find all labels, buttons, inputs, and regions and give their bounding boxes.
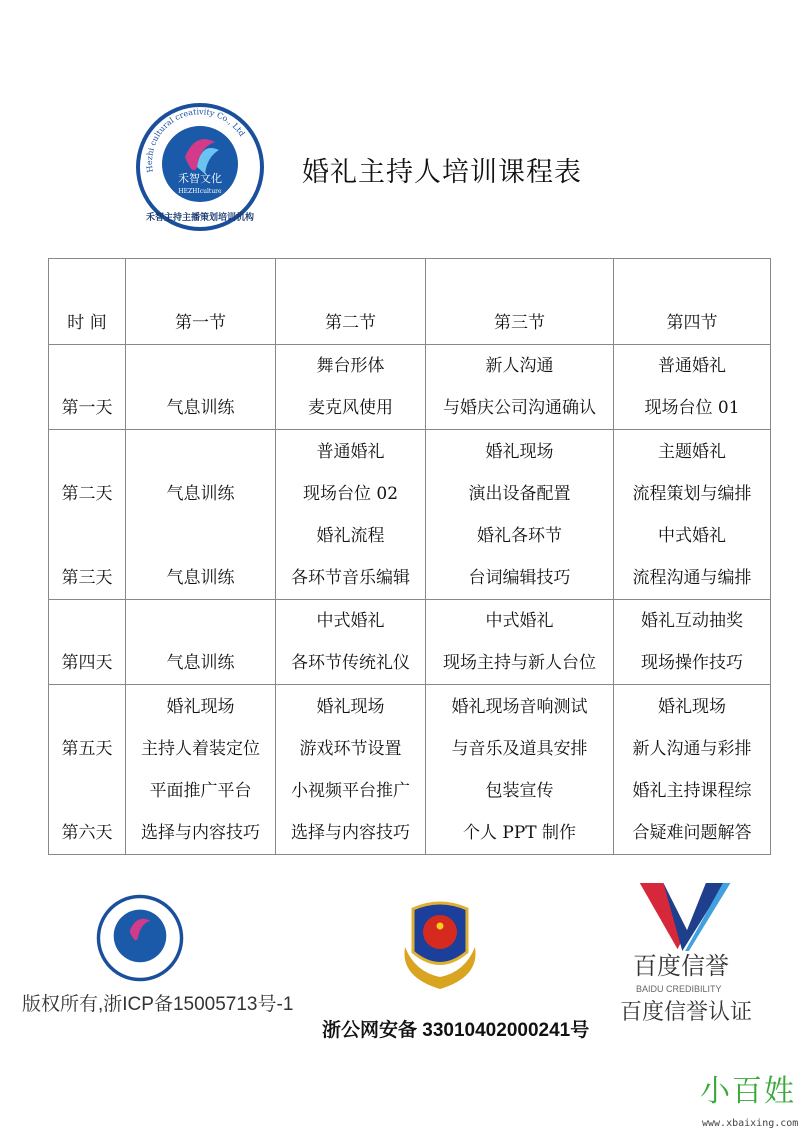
header-cell: 第三节 (426, 259, 614, 345)
session-line: 演出设备配置 (468, 483, 571, 504)
baidu-caption: 百度信誉认证 (620, 999, 753, 1024)
baidu-credibility-logo (637, 883, 737, 951)
logo-name-cn: 禾智文化 (178, 172, 222, 185)
session-line: 新人沟通与彩排 (632, 738, 752, 759)
session-line: 与婚庆公司沟通确认 (443, 398, 596, 418)
session-line: 各环节音乐编辑 (291, 568, 410, 588)
session-cell (126, 770, 276, 855)
session-cell (614, 430, 771, 515)
session-line: 气息训练 (166, 568, 235, 588)
header-cell: 时 间 (49, 259, 126, 345)
session-line: 婚礼现场 (316, 696, 385, 717)
session-line: 中式婚礼 (658, 526, 726, 546)
session-line: 婚礼现场音响测试 (451, 696, 588, 717)
session-line: 现场台位 01 (644, 398, 740, 418)
session-line: 各环节传统礼仪 (291, 653, 410, 673)
session-line (126, 515, 275, 557)
baidu-logo-en: BAIDU CREDIBILITY (636, 984, 722, 994)
session-line: 婚礼主持课程综 (632, 781, 752, 801)
session-line: 与音乐及道具安排 (451, 738, 588, 759)
watermark-url: www.xbaixing.com (702, 1118, 799, 1129)
day-label: 第三天 (61, 568, 113, 588)
day-label: 第六天 (61, 823, 113, 843)
day-cell (49, 345, 126, 430)
header-cell: 第四节 (614, 259, 771, 345)
session-cell (276, 430, 426, 515)
session-line: 包装宣传 (485, 781, 554, 801)
session-line: 小视频平台推广 (291, 781, 410, 801)
day-label: 第四天 (61, 653, 113, 673)
logo-ring-text: Hezhi cultural creativity Co., Ltd (144, 107, 247, 174)
table-row (49, 345, 771, 430)
session-line (126, 600, 275, 642)
session-line: 气息训练 (166, 653, 235, 673)
police-record: 浙公网安备 33010402000241号 (322, 1020, 590, 1041)
table-row (49, 430, 771, 515)
session-line: 个人 PPT 制作 (462, 823, 577, 843)
session-line: 合疑难问题解答 (632, 823, 752, 843)
session-line: 舞台形体 (316, 356, 385, 376)
session-line: 流程策划与编排 (632, 483, 752, 504)
header-cell: 第二节 (276, 259, 426, 345)
session-cell (426, 600, 614, 685)
session-cell (276, 345, 426, 430)
session-line: 麦克风使用 (308, 398, 393, 418)
session-line: 婚礼各环节 (477, 526, 562, 546)
session-line: 中式婚礼 (485, 611, 554, 631)
session-cell (614, 345, 771, 430)
session-cell (126, 685, 276, 770)
table-row (49, 600, 771, 685)
session-cell (426, 515, 614, 600)
table-row (49, 770, 771, 855)
day-cell (49, 600, 126, 685)
copyright-icp: 版权所有,浙ICP备15005713号-1 (22, 994, 294, 1015)
footer-logo (92, 893, 188, 987)
session-line: 主持人着装定位 (141, 738, 260, 759)
session-cell (614, 685, 771, 770)
day-label: 第五天 (61, 738, 113, 759)
session-line: 气息训练 (166, 398, 235, 418)
session-line: 游戏环节设置 (299, 738, 402, 759)
session-cell (426, 770, 614, 855)
session-line: 主题婚礼 (658, 441, 726, 462)
session-cell (426, 345, 614, 430)
logo-bottom-text: 禾智主持主播策划培训机构 (145, 213, 255, 223)
day-label: 第一天 (61, 398, 113, 418)
session-line: 普通婚礼 (658, 356, 726, 376)
session-line: 婚礼流程 (316, 526, 385, 546)
session-cell (126, 345, 276, 430)
session-line: 平面推广平台 (149, 781, 252, 801)
session-cell (614, 600, 771, 685)
session-line: 选择与内容技巧 (291, 823, 410, 843)
session-line (126, 345, 275, 387)
session-line: 新人沟通 (485, 356, 554, 376)
baidu-logo-cn: 百度信誉 (633, 953, 729, 980)
page-title: 婚礼主持人培训课程表 (302, 157, 582, 188)
session-line: 普通婚礼 (316, 441, 385, 462)
session-cell (126, 600, 276, 685)
session-line: 婚礼现场 (658, 696, 726, 717)
day-cell (49, 770, 126, 855)
session-line: 婚礼现场 (166, 696, 235, 717)
session-line: 现场台位 02 (302, 483, 399, 504)
session-cell (126, 515, 276, 600)
session-line: 气息训练 (166, 483, 235, 504)
session-line: 婚礼现场 (485, 441, 554, 462)
session-line: 现场主持与新人台位 (443, 653, 596, 673)
session-line: 选择与内容技巧 (141, 823, 260, 843)
session-cell (276, 600, 426, 685)
day-label: 第二天 (61, 483, 113, 504)
day-cell (49, 515, 126, 600)
session-cell (276, 685, 426, 770)
table-row (49, 685, 771, 770)
session-cell (426, 430, 614, 515)
table-header-row (49, 259, 771, 345)
session-cell (276, 515, 426, 600)
schedule-table (48, 258, 771, 855)
session-line: 婚礼互动抽奖 (641, 611, 743, 631)
session-cell (614, 515, 771, 600)
session-line: 中式婚礼 (316, 611, 385, 631)
session-line: 现场操作技巧 (641, 653, 743, 673)
session-line: 台词编辑技巧 (468, 568, 571, 588)
day-cell (49, 685, 126, 770)
session-cell (426, 685, 614, 770)
session-line: 流程沟通与编排 (632, 568, 752, 588)
police-badge-icon (395, 897, 485, 992)
session-cell (126, 430, 276, 515)
logo-name-en: HEZHIculture (178, 188, 222, 195)
header-cell: 第一节 (126, 259, 276, 345)
table-row (49, 515, 771, 600)
company-logo (135, 102, 265, 232)
session-cell (614, 770, 771, 855)
watermark-text: 小百姓 (700, 1074, 796, 1109)
session-line (126, 431, 275, 473)
day-cell (49, 430, 126, 515)
session-cell (276, 770, 426, 855)
